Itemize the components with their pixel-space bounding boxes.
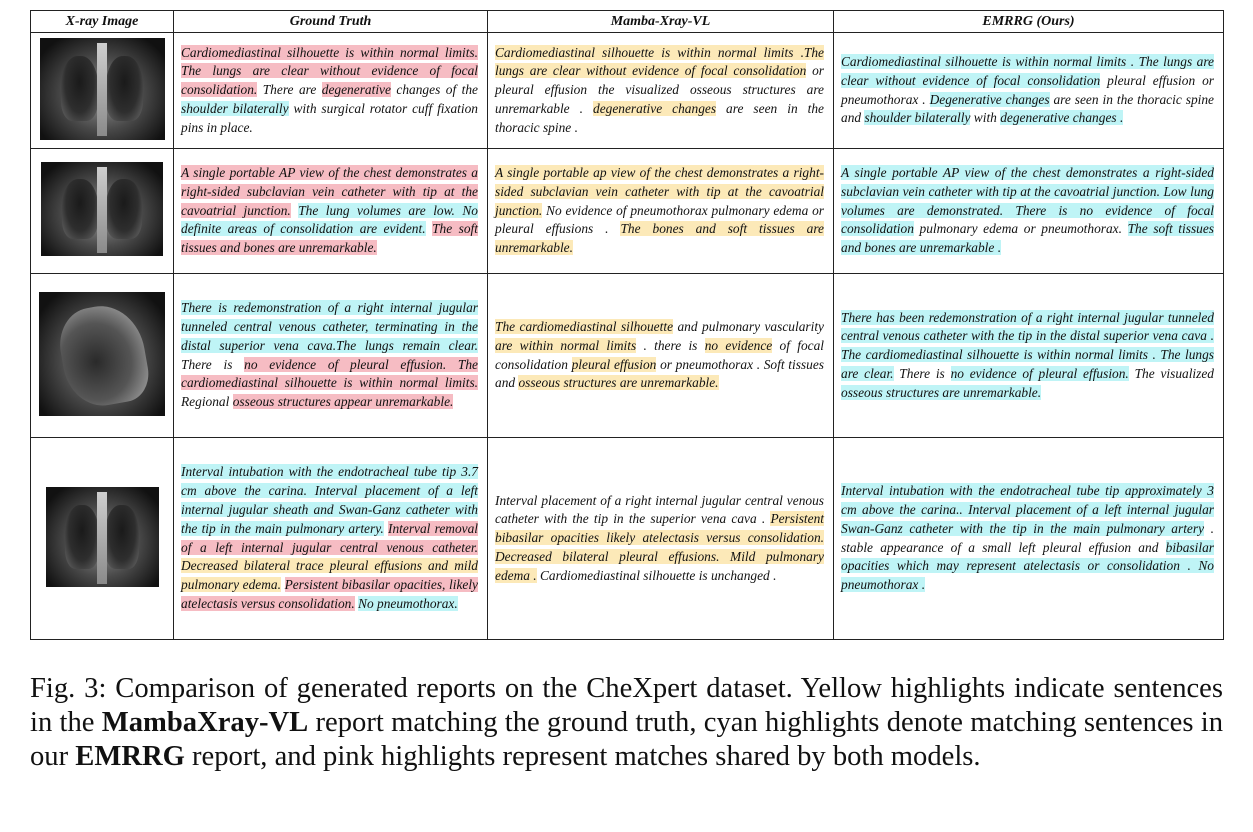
caption-middle: report matching the ground truth, cyan highlights denote matching sentences in our — [30, 707, 1223, 772]
report-text: . there is — [636, 337, 705, 353]
highlight-pink: no evidence of pleural effusion. The cardiomediastinal silhouette is within normal limits. — [181, 356, 478, 391]
report-text: pleural effusion or pneumothorax . — [841, 72, 1214, 107]
highlight-pink: osseous structures appear unremarkable. — [232, 394, 454, 410]
highlight-cyan: There is redemonstration of a right internal jugular tunneled central venous catheter, terminating in the distal superior vena cava.The lungs remain clear. — [181, 300, 478, 353]
figure-caption — [30, 672, 1223, 774]
report-text: The visualized — [1128, 365, 1214, 381]
chest-xray-image — [40, 38, 165, 140]
highlight-cyan: A single portable AP view of the chest demonstrates a right-sided subclavian vein catheter with tip at the cavoatrial junction. Low lung volumes are demonstrated. There is no evidence of focal consolidation — [841, 165, 1214, 237]
xray-image-cell — [31, 149, 174, 274]
report-text: Regional — [181, 394, 233, 410]
ground-truth-report — [174, 33, 488, 149]
table-row — [31, 274, 1224, 438]
header-emrrg: EMRRG (Ours) — [834, 11, 1224, 33]
highlight-yellow: Decreased bilateral trace pleural effusions and mild pulmonary edema. — [181, 558, 478, 593]
highlight-yellow: Persistent bibasilar opacities likely atelectasis versus consolidation. Decreased bilateral pleural effusions. Mild pulmonary edema . — [495, 511, 824, 583]
mamba-report — [488, 274, 834, 438]
table-row — [31, 33, 1224, 149]
highlight-pink: Persistent bibasilar opacities, likely atelectasis versus consolidation. — [181, 577, 478, 611]
header-mamba-xray-vl: Mamba-Xray-VL — [488, 11, 834, 33]
highlight-cyan: Cardiomediastinal silhouette is within normal limits . The lungs are clear without evidence of focal consolidation — [841, 53, 1214, 88]
ground-truth-report — [174, 438, 488, 640]
highlight-pink: The soft tissues and bones are unremarkable. — [181, 221, 478, 256]
highlight-pink: Cardiomediastinal silhouette is within normal limits. The lungs are clear without evidence of focal consolidation. — [181, 44, 478, 98]
report-text: changes of the — [390, 82, 479, 98]
highlight-yellow: Cardiomediastinal silhouette is within normal limits .The lungs are clear without evidence of focal consolidation — [495, 44, 824, 79]
highlight-pink: degenerative — [321, 82, 391, 98]
highlight-cyan: shoulder bilaterally — [181, 100, 289, 116]
table-row — [31, 438, 1224, 640]
highlight-cyan: No pneumothorax. — [358, 595, 458, 611]
caption-prefix: Fig. 3: Comparison of generated reports on the CheXpert dataset. Yellow highlights indicate sentences in the — [30, 673, 1223, 738]
highlight-yellow: osseous structures are unremarkable. — [518, 375, 719, 391]
highlight-yellow: The bones and soft tissues are unremarkable. — [495, 221, 824, 256]
report-text: Interval placement of a right internal jugular central venous catheter with the tip in the superior vena cava . — [495, 492, 824, 527]
emrrg-report — [834, 274, 1224, 438]
report-text: No evidence of pneumothorax pulmonary edema or pleural effusions . — [495, 202, 824, 237]
highlight-cyan: shoulder bilaterally — [864, 110, 971, 126]
report-text: . stable appearance of a small left pleural effusion and — [841, 520, 1214, 555]
table-row — [31, 149, 1224, 274]
highlight-yellow: degenerative changes — [593, 100, 717, 116]
report-text: Cardiomediastinal silhouette is unchanged . — [536, 567, 777, 583]
mamba-report — [488, 33, 834, 149]
highlight-pink: A single portable AP view of the chest demonstrates a right-sided subclavian vein catheter with tip at the cavoatrial junction. — [181, 165, 478, 218]
emrrg-report — [834, 438, 1224, 640]
highlight-yellow: no evidence — [704, 337, 773, 353]
header-xray-image: X-ray Image — [31, 11, 174, 33]
xray-image-cell — [31, 274, 174, 438]
caption-emrrg-name: EMRRG — [75, 741, 185, 772]
report-text: with surgical rotator cuff fixation pins in place. — [181, 100, 478, 135]
highlight-yellow: A single portable ap view of the chest demonstrates a right-sided subclavian vein catheter with tip at the cavoatrial junction. — [495, 165, 824, 218]
highlight-cyan: Interval intubation with the endotracheal tube tip approximately 3 cm above the carina.. Interval placement of a left internal jugular Swan-Ganz catheter with the tip in the main pulmonary artery — [841, 483, 1214, 536]
highlight-yellow: are within normal limits — [495, 337, 637, 353]
highlight-yellow: The cardiomediastinal silhouette — [495, 318, 674, 334]
report-text: or pleural effusion the visualized osseous structures are unremarkable . — [495, 63, 824, 116]
xray-image-cell — [31, 438, 174, 640]
report-text: There is — [893, 365, 951, 381]
xray-image-cell — [31, 33, 174, 149]
chest-xray-image — [46, 487, 159, 587]
highlight-cyan: osseous structures are unremarkable. — [841, 384, 1042, 400]
report-text: are seen in the thoracic spine . — [495, 100, 825, 135]
report-text: and pulmonary vascularity — [673, 318, 824, 334]
highlight-cyan: no evidence of pleural effusion. — [950, 365, 1129, 381]
report-text: pulmonary edema or pneumothorax. — [913, 221, 1128, 237]
highlight-cyan: There has been redemonstration of a right internal jugular tunneled central venous catheter with the tip in the distal superior vena cava . The cardiomediastinal silhouette is within normal limits . The lungs are clear. — [841, 309, 1214, 381]
report-text: There is — [181, 356, 245, 372]
report-text: There are — [257, 82, 322, 98]
caption-mamba-name: MambaXray-VL — [101, 707, 309, 738]
caption-suffix: report, and pink highlights represent matches shared by both models. — [184, 741, 981, 772]
header-ground-truth: Ground Truth — [174, 11, 488, 33]
ground-truth-report — [174, 274, 488, 438]
report-text: of focal consolidation — [495, 337, 825, 372]
table-header-row — [31, 11, 1224, 33]
chest-xray-image — [41, 162, 163, 256]
chest-xray-image — [39, 292, 165, 416]
report-text: with — [970, 110, 1001, 126]
report-text: are seen in the thoracic spine and — [841, 91, 1214, 126]
ground-truth-report — [174, 149, 488, 274]
mamba-report — [488, 438, 834, 640]
emrrg-report — [834, 149, 1224, 274]
highlight-yellow: pleural effusion — [571, 356, 657, 372]
report-text: or pneumothorax . Soft tissues and — [495, 356, 824, 391]
comparison-table — [30, 10, 1224, 640]
highlight-cyan: bibasilar opacities which may represent atelectasis or consolidation . No pneumothorax . — [841, 539, 1214, 593]
highlight-cyan: Degenerative changes — [929, 91, 1050, 107]
highlight-cyan: The lung volumes are low. No definite areas of consolidation are evident. — [181, 202, 478, 237]
highlight-cyan: degenerative changes . — [1000, 110, 1124, 126]
highlight-cyan: The soft tissues and bones are unremarkable . — [841, 221, 1214, 256]
highlight-cyan: Interval intubation with the endotracheal tube tip 3.7 cm above the carina. Interval placement of a left internal jugular sheath and Swan-Ganz catheter with the tip in the main pulmonary artery. — [181, 464, 478, 536]
highlight-pink: Interval removal of a left internal jugular central venous catheter. — [181, 520, 478, 555]
emrrg-report — [834, 33, 1224, 149]
mamba-report — [488, 149, 834, 274]
